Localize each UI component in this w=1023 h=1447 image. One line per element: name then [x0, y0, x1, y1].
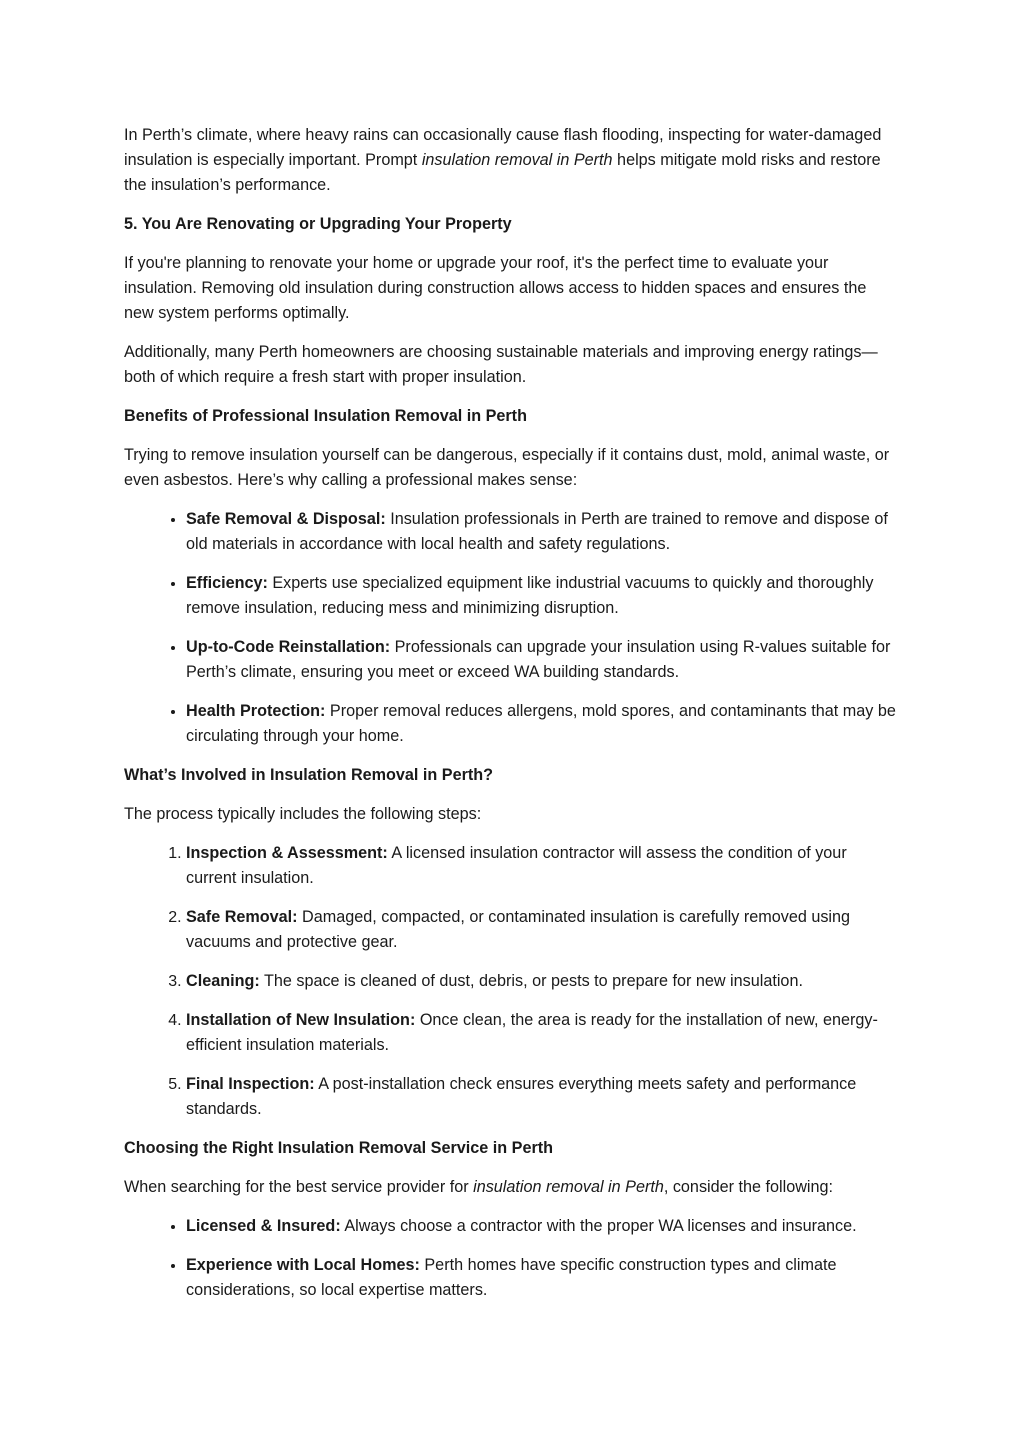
- intro-text: In Perth’s climate, where heavy rains can occasionally cause flash flooding, inspecting for water-damaged insulation is especially important. Prompt: [124, 126, 882, 169]
- list-item-text: Perth homes have specific construction types and climate considerations, so local expertise matters.: [186, 1256, 837, 1299]
- list-item-label: Safe Removal & Disposal:: [186, 510, 386, 528]
- step-label: Installation of New Insulation:: [186, 1011, 416, 1029]
- intro-emphasis: insulation removal in Perth: [421, 151, 613, 169]
- choosing-list: [124, 1214, 899, 1303]
- choosing-intro-text-end: , consider the following:: [663, 1178, 834, 1196]
- document-page: [124, 123, 899, 1317]
- step-text: The space is cleaned of dust, debris, or pests to prepare for new insulation.: [259, 972, 803, 990]
- step-label: Safe Removal:: [186, 908, 298, 926]
- step-label: Inspection & Assessment:: [186, 844, 388, 862]
- process-heading: What’s Involved in Insulation Removal in Perth?: [124, 766, 494, 784]
- process-steps-list: [124, 841, 899, 1122]
- process-intro: The process typically includes the following steps:: [124, 805, 482, 823]
- list-item-label: Health Protection:: [186, 702, 326, 720]
- intro-text-end: helps mitigate mold risks and restore the insulation’s performance.: [124, 151, 881, 194]
- step-label: Cleaning:: [186, 972, 260, 990]
- step-text: Once clean, the area is ready for the installation of new, energy-efficient insulation materials.: [186, 1011, 878, 1054]
- list-item-text: Experts use specialized equipment like industrial vacuums to quickly and thoroughly remove insulation, reducing mess and minimizing disruption.: [186, 574, 874, 617]
- section5-paragraph-2: Additionally, many Perth homeowners are choosing sustainable materials and improving energy ratings—both of which require a fresh start with proper insulation.: [124, 343, 878, 386]
- list-item-label: Up-to-Code Reinstallation:: [186, 638, 391, 656]
- list-item-label: Licensed & Insured:: [186, 1217, 341, 1235]
- list-item-label: Experience with Local Homes:: [186, 1256, 420, 1274]
- list-item: [186, 507, 899, 557]
- choosing-intro: [124, 1175, 899, 1200]
- choosing-intro-emphasis: insulation removal in Perth: [473, 1178, 664, 1196]
- step-item: [186, 1008, 899, 1058]
- step-item: [186, 1072, 899, 1122]
- list-item-text: Always choose a contractor with the proper WA licenses and insurance.: [340, 1217, 857, 1235]
- list-item: [186, 1214, 899, 1239]
- list-item: [186, 699, 899, 749]
- list-item-text: Insulation professionals in Perth are trained to remove and dispose of old materials in accordance with local health and safety regulations.: [186, 510, 888, 553]
- list-item: [186, 571, 899, 621]
- section5-paragraph-1: If you're planning to renovate your home or upgrade your roof, it's the perfect time to evaluate your insulation. Removing old insulation during construction allows access to hidden spaces and ensures the new system performs optimally.: [124, 254, 867, 322]
- step-text: A licensed insulation contractor will assess the condition of your current insulation.: [186, 844, 847, 887]
- benefits-list: [124, 507, 899, 749]
- step-item: [186, 969, 899, 994]
- step-item: [186, 841, 899, 891]
- step-label: Final Inspection:: [186, 1075, 315, 1093]
- list-item-text: Proper removal reduces allergens, mold spores, and contaminants that may be circulating through your home.: [186, 702, 896, 745]
- choosing-intro-text: When searching for the best service provider for: [124, 1178, 474, 1196]
- list-item: [186, 635, 899, 685]
- list-item: [186, 1253, 899, 1303]
- step-item: [186, 905, 899, 955]
- step-text: A post-installation check ensures everything meets safety and performance standards.: [186, 1075, 857, 1118]
- list-item-text: Professionals can upgrade your insulation using R-values suitable for Perth’s climate, ensuring you meet or exceed WA building standards.: [186, 638, 891, 681]
- intro-paragraph: [124, 123, 899, 198]
- choosing-heading: Choosing the Right Insulation Removal Service in Perth: [124, 1139, 554, 1157]
- list-item-label: Efficiency:: [186, 574, 268, 592]
- benefits-intro: Trying to remove insulation yourself can be dangerous, especially if it contains dust, mold, animal waste, or even asbestos. Here’s why calling a professional makes sense:: [124, 446, 890, 489]
- step-text: Damaged, compacted, or contaminated insulation is carefully removed using vacuums and protective gear.: [186, 908, 851, 951]
- section5-heading: 5. You Are Renovating or Upgrading Your Property: [124, 215, 512, 233]
- benefits-heading: Benefits of Professional Insulation Removal in Perth: [124, 407, 527, 425]
